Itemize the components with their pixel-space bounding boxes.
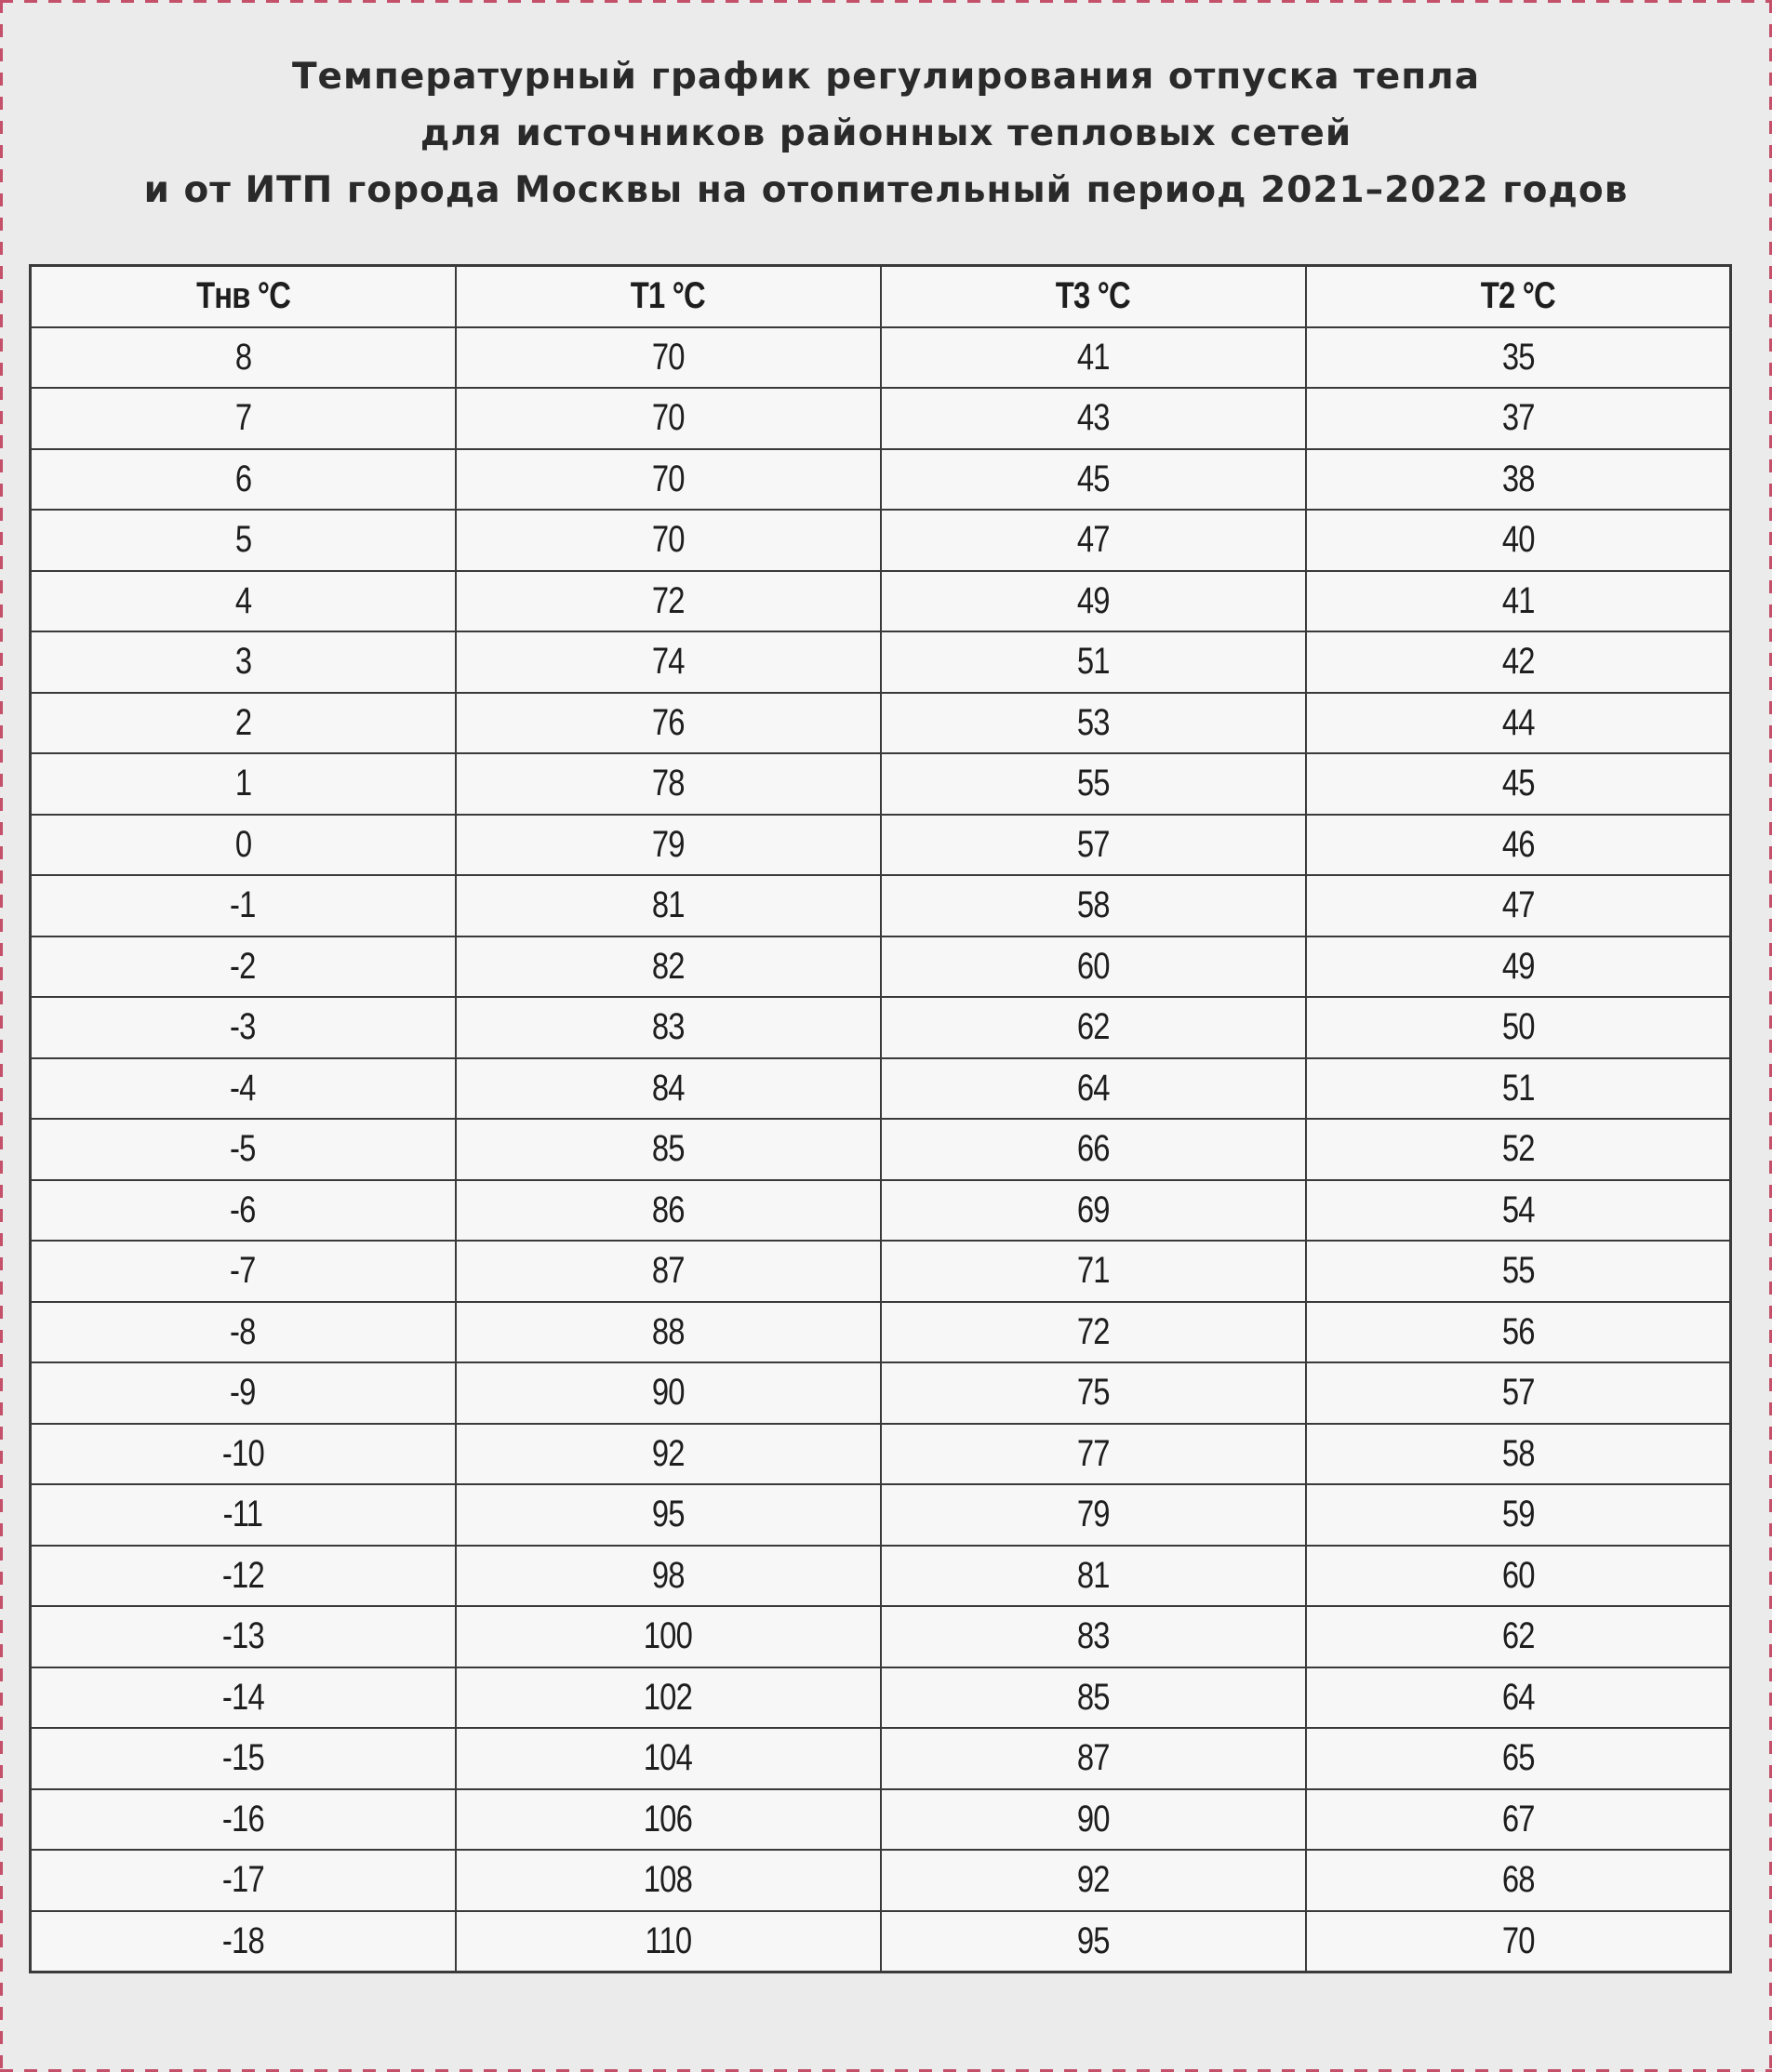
temperature-schedule-table bbox=[29, 264, 1732, 1973]
cell-t1 bbox=[456, 1728, 881, 1789]
table-row bbox=[31, 1058, 1731, 1120]
cell-value: -7 bbox=[230, 1250, 257, 1292]
cell-value: 54 bbox=[1501, 1189, 1535, 1230]
cell-value: 45 bbox=[1076, 458, 1110, 499]
cell-t1 bbox=[456, 1058, 881, 1120]
cell-outdoor-temp bbox=[31, 1180, 456, 1242]
cell-t3 bbox=[881, 1424, 1306, 1485]
cell-value: 83 bbox=[651, 1006, 685, 1048]
cell-outdoor-temp bbox=[31, 1058, 456, 1120]
header-label: T1 °C bbox=[630, 275, 706, 317]
dashed-border-left bbox=[0, 0, 3, 2072]
cell-t3 bbox=[881, 1302, 1306, 1363]
cell-value: 60 bbox=[1076, 945, 1110, 987]
cell-value: 85 bbox=[651, 1128, 685, 1170]
cell-t1 bbox=[456, 1911, 881, 1972]
cell-t1 bbox=[456, 693, 881, 754]
cell-outdoor-temp bbox=[31, 1241, 456, 1302]
cell-value: 64 bbox=[1501, 1676, 1535, 1718]
cell-outdoor-temp bbox=[31, 1728, 456, 1789]
cell-t3 bbox=[881, 1728, 1306, 1789]
cell-outdoor-temp bbox=[31, 1119, 456, 1180]
cell-value: -14 bbox=[221, 1676, 264, 1718]
cell-value: 70 bbox=[651, 519, 685, 561]
cell-t1 bbox=[456, 815, 881, 876]
cell-t2 bbox=[1306, 693, 1731, 754]
cell-outdoor-temp bbox=[31, 1911, 456, 1972]
table-row bbox=[31, 1728, 1731, 1789]
cell-t1 bbox=[456, 1484, 881, 1546]
cell-t3 bbox=[881, 875, 1306, 936]
cell-value: 70 bbox=[651, 336, 685, 378]
cell-value: 57 bbox=[1501, 1372, 1535, 1414]
cell-value: 58 bbox=[1076, 884, 1110, 926]
header-t3 bbox=[881, 266, 1306, 327]
table-row bbox=[31, 1606, 1731, 1667]
cell-value: 1 bbox=[234, 763, 251, 804]
cell-value: -1 bbox=[230, 884, 257, 926]
table-row bbox=[31, 1484, 1731, 1546]
cell-value: 46 bbox=[1501, 823, 1535, 865]
table-row bbox=[31, 875, 1731, 936]
cell-value: 4 bbox=[234, 579, 251, 621]
cell-value: 70 bbox=[651, 458, 685, 499]
cell-value: 90 bbox=[1076, 1798, 1110, 1840]
cell-value: 81 bbox=[651, 884, 685, 926]
cell-value: 95 bbox=[651, 1494, 685, 1535]
cell-t1 bbox=[456, 1789, 881, 1851]
cell-value: -6 bbox=[230, 1189, 257, 1230]
cell-outdoor-temp bbox=[31, 753, 456, 815]
cell-value: 100 bbox=[643, 1615, 693, 1657]
cell-value: 51 bbox=[1076, 641, 1110, 683]
cell-value: 35 bbox=[1501, 336, 1535, 378]
cell-value: -13 bbox=[221, 1615, 264, 1657]
cell-t2 bbox=[1306, 1302, 1731, 1363]
cell-t1 bbox=[456, 753, 881, 815]
cell-outdoor-temp bbox=[31, 388, 456, 449]
cell-t1 bbox=[456, 1667, 881, 1729]
cell-t1 bbox=[456, 1424, 881, 1485]
cell-value: 78 bbox=[651, 763, 685, 804]
header-label: Tнв °C bbox=[195, 275, 290, 317]
header-label: T3 °C bbox=[1055, 275, 1131, 317]
cell-value: 108 bbox=[643, 1859, 693, 1901]
cell-value: 106 bbox=[643, 1798, 693, 1840]
table-row bbox=[31, 1302, 1731, 1363]
cell-t2 bbox=[1306, 1424, 1731, 1485]
header-outdoor-temp bbox=[31, 266, 456, 327]
cell-t3 bbox=[881, 693, 1306, 754]
cell-value: 62 bbox=[1501, 1615, 1535, 1657]
table-row bbox=[31, 1180, 1731, 1242]
cell-t3 bbox=[881, 1850, 1306, 1911]
cell-t1 bbox=[456, 449, 881, 511]
cell-value: 83 bbox=[1076, 1615, 1110, 1657]
cell-t2 bbox=[1306, 1180, 1731, 1242]
cell-t3 bbox=[881, 753, 1306, 815]
header-label: T2 °C bbox=[1480, 275, 1555, 317]
cell-value: 57 bbox=[1076, 823, 1110, 865]
cell-value: 66 bbox=[1076, 1128, 1110, 1170]
cell-outdoor-temp bbox=[31, 1606, 456, 1667]
cell-outdoor-temp bbox=[31, 1667, 456, 1729]
title-line-1: Температурный график регулирования отпуска тепла bbox=[291, 56, 1481, 98]
cell-t2 bbox=[1306, 1119, 1731, 1180]
cell-value: 42 bbox=[1501, 641, 1535, 683]
cell-value: 3 bbox=[234, 641, 251, 683]
cell-outdoor-temp bbox=[31, 1850, 456, 1911]
table-header-row bbox=[31, 266, 1731, 327]
cell-value: 45 bbox=[1501, 763, 1535, 804]
cell-value: 41 bbox=[1501, 579, 1535, 621]
cell-value: 67 bbox=[1501, 1798, 1535, 1840]
cell-value: 55 bbox=[1501, 1250, 1535, 1292]
cell-t2 bbox=[1306, 815, 1731, 876]
cell-value: 51 bbox=[1501, 1067, 1535, 1109]
cell-t1 bbox=[456, 1119, 881, 1180]
cell-t2 bbox=[1306, 327, 1731, 389]
cell-outdoor-temp bbox=[31, 815, 456, 876]
cell-t1 bbox=[456, 997, 881, 1058]
cell-value: 98 bbox=[651, 1554, 685, 1596]
cell-t2 bbox=[1306, 631, 1731, 693]
cell-outdoor-temp bbox=[31, 327, 456, 389]
cell-t3 bbox=[881, 936, 1306, 998]
cell-value: 37 bbox=[1501, 397, 1535, 439]
cell-value: -17 bbox=[221, 1859, 264, 1901]
cell-t2 bbox=[1306, 1362, 1731, 1424]
cell-t3 bbox=[881, 815, 1306, 876]
cell-value: 110 bbox=[645, 1919, 691, 1961]
cell-value: 79 bbox=[651, 823, 685, 865]
dashed-border-top bbox=[0, 0, 1772, 3]
cell-value: 69 bbox=[1076, 1189, 1110, 1230]
cell-t3 bbox=[881, 1180, 1306, 1242]
header-t2 bbox=[1306, 266, 1731, 327]
table-row bbox=[31, 1241, 1731, 1302]
cell-value: 0 bbox=[234, 823, 251, 865]
cell-t3 bbox=[881, 327, 1306, 389]
cell-t3 bbox=[881, 1119, 1306, 1180]
table-row bbox=[31, 1911, 1731, 1972]
cell-t1 bbox=[456, 1180, 881, 1242]
cell-value: 85 bbox=[1076, 1676, 1110, 1718]
cell-value: 68 bbox=[1501, 1859, 1535, 1901]
cell-outdoor-temp bbox=[31, 693, 456, 754]
cell-t3 bbox=[881, 1789, 1306, 1851]
cell-t2 bbox=[1306, 1606, 1731, 1667]
cell-value: 44 bbox=[1501, 701, 1535, 743]
cell-value: 72 bbox=[1076, 1310, 1110, 1352]
cell-t2 bbox=[1306, 1241, 1731, 1302]
table-row bbox=[31, 388, 1731, 449]
cell-value: 81 bbox=[1076, 1554, 1110, 1596]
cell-outdoor-temp bbox=[31, 1546, 456, 1607]
cell-value: 87 bbox=[1076, 1737, 1110, 1779]
cell-t1 bbox=[456, 1241, 881, 1302]
header-t1 bbox=[456, 266, 881, 327]
title-line-3: и от ИТП города Москвы на отопительный период 2021–2022 годов bbox=[143, 169, 1629, 211]
table-body bbox=[31, 327, 1731, 1972]
cell-value: -10 bbox=[221, 1432, 264, 1474]
cell-t2 bbox=[1306, 1728, 1731, 1789]
cell-value: 84 bbox=[651, 1067, 685, 1109]
cell-value: 49 bbox=[1501, 945, 1535, 987]
table-row bbox=[31, 1362, 1731, 1424]
cell-value: -11 bbox=[222, 1494, 263, 1535]
cell-value: 5 bbox=[234, 519, 251, 561]
cell-t2 bbox=[1306, 1850, 1731, 1911]
cell-t2 bbox=[1306, 936, 1731, 998]
cell-value: 76 bbox=[651, 701, 685, 743]
cell-value: 75 bbox=[1076, 1372, 1110, 1414]
cell-value: 70 bbox=[651, 397, 685, 439]
cell-outdoor-temp bbox=[31, 997, 456, 1058]
cell-value: 2 bbox=[234, 701, 251, 743]
cell-value: -5 bbox=[230, 1128, 257, 1170]
cell-value: 6 bbox=[234, 458, 251, 499]
cell-value: -18 bbox=[221, 1919, 264, 1961]
cell-t1 bbox=[456, 571, 881, 632]
cell-value: 59 bbox=[1501, 1494, 1535, 1535]
cell-value: 60 bbox=[1501, 1554, 1535, 1596]
cell-outdoor-temp bbox=[31, 1789, 456, 1851]
cell-value: 86 bbox=[651, 1189, 685, 1230]
cell-value: 58 bbox=[1501, 1432, 1535, 1474]
cell-t2 bbox=[1306, 449, 1731, 511]
cell-t1 bbox=[456, 327, 881, 389]
cell-t2 bbox=[1306, 1789, 1731, 1851]
cell-t2 bbox=[1306, 571, 1731, 632]
cell-value: 82 bbox=[651, 945, 685, 987]
cell-value: 64 bbox=[1076, 1067, 1110, 1109]
cell-t2 bbox=[1306, 753, 1731, 815]
cell-value: -8 bbox=[230, 1310, 257, 1352]
cell-value: -9 bbox=[230, 1372, 257, 1414]
cell-t2 bbox=[1306, 1484, 1731, 1546]
cell-value: -15 bbox=[221, 1737, 264, 1779]
cell-t1 bbox=[456, 631, 881, 693]
cell-t3 bbox=[881, 631, 1306, 693]
cell-value: 47 bbox=[1076, 519, 1110, 561]
cell-value: 40 bbox=[1501, 519, 1535, 561]
cell-value: 95 bbox=[1076, 1919, 1110, 1961]
cell-value: 72 bbox=[651, 579, 685, 621]
cell-outdoor-temp bbox=[31, 1424, 456, 1485]
cell-t3 bbox=[881, 1362, 1306, 1424]
cell-t3 bbox=[881, 1484, 1306, 1546]
cell-t1 bbox=[456, 1606, 881, 1667]
cell-value: 43 bbox=[1076, 397, 1110, 439]
table-row bbox=[31, 997, 1731, 1058]
cell-t3 bbox=[881, 510, 1306, 571]
table-row bbox=[31, 631, 1731, 693]
table-row bbox=[31, 753, 1731, 815]
cell-value: 38 bbox=[1501, 458, 1535, 499]
cell-outdoor-temp bbox=[31, 936, 456, 998]
table-row bbox=[31, 693, 1731, 754]
cell-value: 55 bbox=[1076, 763, 1110, 804]
cell-t3 bbox=[881, 571, 1306, 632]
cell-t2 bbox=[1306, 1911, 1731, 1972]
cell-t3 bbox=[881, 1911, 1306, 1972]
cell-value: 77 bbox=[1076, 1432, 1110, 1474]
cell-value: -3 bbox=[230, 1006, 257, 1048]
cell-t3 bbox=[881, 1058, 1306, 1120]
cell-t1 bbox=[456, 510, 881, 571]
cell-outdoor-temp bbox=[31, 449, 456, 511]
cell-t2 bbox=[1306, 510, 1731, 571]
cell-value: 102 bbox=[643, 1676, 693, 1718]
cell-value: -4 bbox=[230, 1067, 257, 1109]
cell-value: 90 bbox=[651, 1372, 685, 1414]
cell-value: -16 bbox=[221, 1798, 264, 1840]
cell-value: 47 bbox=[1501, 884, 1535, 926]
table-row bbox=[31, 449, 1731, 511]
cell-t3 bbox=[881, 1606, 1306, 1667]
cell-value: 70 bbox=[1501, 1919, 1535, 1961]
cell-t1 bbox=[456, 1850, 881, 1911]
document-title bbox=[0, 48, 1772, 219]
cell-outdoor-temp bbox=[31, 510, 456, 571]
cell-t2 bbox=[1306, 388, 1731, 449]
cell-t3 bbox=[881, 997, 1306, 1058]
cell-t1 bbox=[456, 1362, 881, 1424]
cell-t3 bbox=[881, 388, 1306, 449]
cell-value: 49 bbox=[1076, 579, 1110, 621]
cell-value: -12 bbox=[221, 1554, 264, 1596]
table-row bbox=[31, 1424, 1731, 1485]
cell-value: 7 bbox=[234, 397, 251, 439]
cell-t3 bbox=[881, 449, 1306, 511]
cell-value: 92 bbox=[1076, 1859, 1110, 1901]
table-row bbox=[31, 936, 1731, 998]
cell-t2 bbox=[1306, 1058, 1731, 1120]
cell-value: 53 bbox=[1076, 701, 1110, 743]
table-row bbox=[31, 327, 1731, 389]
cell-value: 56 bbox=[1501, 1310, 1535, 1352]
cell-t1 bbox=[456, 388, 881, 449]
cell-value: 65 bbox=[1501, 1737, 1535, 1779]
cell-t3 bbox=[881, 1667, 1306, 1729]
cell-value: 50 bbox=[1501, 1006, 1535, 1048]
cell-value: 87 bbox=[651, 1250, 685, 1292]
cell-t2 bbox=[1306, 875, 1731, 936]
cell-outdoor-temp bbox=[31, 571, 456, 632]
cell-t1 bbox=[456, 875, 881, 936]
table-row bbox=[31, 510, 1731, 571]
cell-outdoor-temp bbox=[31, 1484, 456, 1546]
cell-t2 bbox=[1306, 997, 1731, 1058]
table-row bbox=[31, 1789, 1731, 1851]
cell-value: 74 bbox=[651, 641, 685, 683]
cell-value: 62 bbox=[1076, 1006, 1110, 1048]
cell-t3 bbox=[881, 1241, 1306, 1302]
table-row bbox=[31, 1850, 1731, 1911]
table-row bbox=[31, 571, 1731, 632]
cell-outdoor-temp bbox=[31, 631, 456, 693]
table-row bbox=[31, 815, 1731, 876]
cell-t1 bbox=[456, 936, 881, 998]
cell-t2 bbox=[1306, 1546, 1731, 1607]
cell-t2 bbox=[1306, 1667, 1731, 1729]
table-row bbox=[31, 1667, 1731, 1729]
cell-value: 8 bbox=[234, 336, 251, 378]
cell-value: 71 bbox=[1076, 1250, 1110, 1292]
table-row bbox=[31, 1119, 1731, 1180]
cell-t1 bbox=[456, 1546, 881, 1607]
cell-value: 41 bbox=[1076, 336, 1110, 378]
cell-value: 104 bbox=[643, 1737, 693, 1779]
cell-value: 79 bbox=[1076, 1494, 1110, 1535]
cell-value: 88 bbox=[651, 1310, 685, 1352]
cell-value: 92 bbox=[651, 1432, 685, 1474]
cell-value: -2 bbox=[230, 945, 257, 987]
cell-outdoor-temp bbox=[31, 1362, 456, 1424]
cell-outdoor-temp bbox=[31, 1302, 456, 1363]
cell-t1 bbox=[456, 1302, 881, 1363]
cell-t3 bbox=[881, 1546, 1306, 1607]
title-line-2: для источников районных тепловых сетей bbox=[420, 113, 1352, 154]
cell-outdoor-temp bbox=[31, 875, 456, 936]
table-row bbox=[31, 1546, 1731, 1607]
cell-value: 52 bbox=[1501, 1128, 1535, 1170]
